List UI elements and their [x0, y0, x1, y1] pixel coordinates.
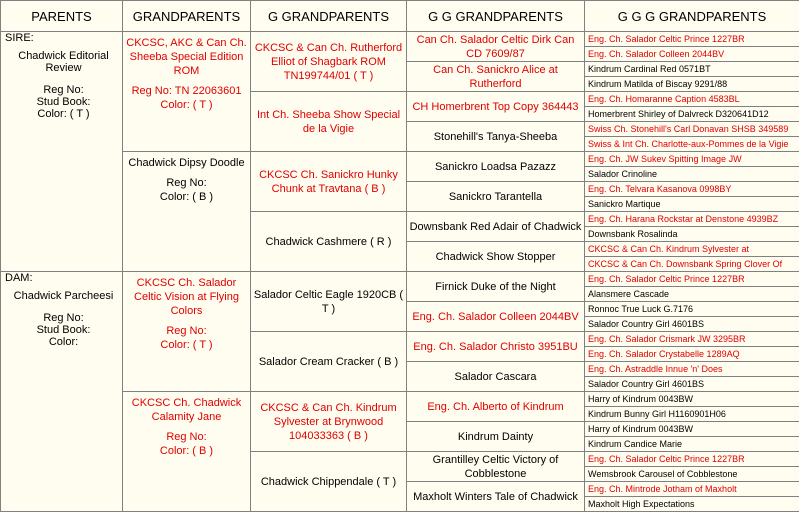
- gg-grandparent-cell[interactable]: Eng. Ch. Alberto of Kindrum: [407, 392, 585, 422]
- g-grandparent-cell[interactable]: Salador Cream Cracker ( B ): [251, 332, 407, 392]
- table-row: [1, 272, 799, 287]
- gg-grandparent-cell[interactable]: Maxholt Winters Tale of Chadwick: [407, 482, 585, 512]
- dam-color: Color:: [5, 336, 122, 348]
- grandparent-color: Color: ( T ): [125, 98, 248, 112]
- dam-reg-no: Reg No:: [5, 312, 122, 324]
- gg-grandparent-cell[interactable]: Eng. Ch. Salador Colleen 2044BV: [407, 302, 585, 332]
- ggg-grandparent-cell[interactable]: Alansmere Cascade: [585, 287, 799, 302]
- gg-grandparent-cell[interactable]: Kindrum Dainty: [407, 422, 585, 452]
- ggg-grandparent-cell[interactable]: Salador Crinoline: [585, 167, 799, 182]
- ggg-grandparent-cell[interactable]: Sanickro Martique: [585, 197, 799, 212]
- ggg-grandparent-cell[interactable]: Homerbrent Shirley of Dalvreck D320641D12: [585, 107, 799, 122]
- gg-grandparent-cell[interactable]: Can Ch. Sanickro Alice at Rutherford: [407, 62, 585, 92]
- gg-grandparent-cell[interactable]: Stonehill's Tanya-Sheeba: [407, 122, 585, 152]
- header-g-grandparents: G GRANDPARENTS: [251, 1, 407, 32]
- ggg-grandparent-cell[interactable]: Kindrum Matilda of Biscay 9291/88: [585, 77, 799, 92]
- gg-grandparent-cell[interactable]: Chadwick Show Stopper: [407, 242, 585, 272]
- g-grandparent-cell[interactable]: CKCSC & Can Ch. Rutherford Elliot of Shagbark ROM TN199744/01 ( T ): [251, 32, 407, 92]
- header-gg-grandparents: G G GRANDPARENTS: [407, 1, 585, 32]
- ggg-grandparent-cell[interactable]: Harry of Kindrum 0043BW: [585, 392, 799, 407]
- header-row: [1, 1, 799, 32]
- table-row: [1, 32, 799, 47]
- grandparent-reg-no: Reg No:: [125, 324, 248, 338]
- ggg-grandparent-cell[interactable]: Kindrum Candice Marie: [585, 437, 799, 452]
- gg-grandparent-cell[interactable]: Salador Cascara: [407, 362, 585, 392]
- ggg-grandparent-cell[interactable]: Eng. Ch. JW Sukev Spitting Image JW: [585, 152, 799, 167]
- ggg-grandparent-cell[interactable]: Eng. Ch. Salador Celtic Prince 1227BR: [585, 272, 799, 287]
- g-grandparent-cell[interactable]: Chadwick Cashmere ( R ): [251, 212, 407, 272]
- grandparent-color: Color: ( B ): [125, 190, 248, 204]
- ggg-grandparent-cell[interactable]: Kindrum Bunny Girl H1160901H06: [585, 407, 799, 422]
- ggg-grandparent-cell[interactable]: Eng. Ch. Salador Colleen 2044BV: [585, 47, 799, 62]
- ggg-grandparent-cell[interactable]: CKCSC & Can Ch. Kindrum Sylvester at: [585, 242, 799, 257]
- sire-color: Color: ( T ): [5, 108, 122, 120]
- gg-grandparent-cell[interactable]: Sanickro Tarantella: [407, 182, 585, 212]
- gg-grandparent-cell[interactable]: CH Homerbrent Top Copy 364443: [407, 92, 585, 122]
- ggg-grandparent-cell[interactable]: Swiss Ch. Stonehill's Carl Donavan SHSB 349589: [585, 122, 799, 137]
- dam-cell: [1, 272, 123, 512]
- grandparent-reg-no: Reg No:: [125, 176, 248, 190]
- sire-name[interactable]: Chadwick Editorial Review: [5, 50, 122, 74]
- ggg-grandparent-cell[interactable]: Eng. Ch. Salador Crismark JW 3295BR: [585, 332, 799, 347]
- sire-stud-book: Stud Book:: [5, 96, 122, 108]
- ggg-grandparent-cell[interactable]: Ronnoc True Luck G.7176: [585, 302, 799, 317]
- ggg-grandparent-cell[interactable]: Eng. Ch. Salador Celtic Prince 1227BR: [585, 452, 799, 467]
- grandparent-name: Chadwick Dipsy Doodle: [125, 156, 248, 170]
- sire-label: SIRE:: [5, 32, 122, 44]
- ggg-grandparent-cell[interactable]: Eng. Ch. Mintrode Jotham of Maxholt: [585, 482, 799, 497]
- ggg-grandparent-cell[interactable]: Eng. Ch. Salador Crystabelle 1289AQ: [585, 347, 799, 362]
- gg-grandparent-cell[interactable]: Eng. Ch. Salador Christo 3951BU: [407, 332, 585, 362]
- grandparent-name: CKCSC Ch. Chadwick Calamity Jane: [125, 396, 248, 424]
- g-grandparent-cell[interactable]: Salador Celtic Eagle 1920CB ( T ): [251, 272, 407, 332]
- ggg-grandparent-cell[interactable]: CKCSC & Can Ch. Downsbank Spring Clover Of: [585, 257, 799, 272]
- ggg-grandparent-cell[interactable]: Maxholt High Expectations: [585, 497, 799, 512]
- ggg-grandparent-cell[interactable]: Wemsbrook Carousel of Cobblestone: [585, 467, 799, 482]
- grandparent-reg-no: Reg No: TN 22063601: [125, 84, 248, 98]
- ggg-grandparent-cell[interactable]: Eng. Ch. Homaranne Caption 4583BL: [585, 92, 799, 107]
- ggg-grandparent-cell[interactable]: Eng. Ch. Telvara Kasanova 0998BY: [585, 182, 799, 197]
- header-parents: PARENTS: [1, 1, 123, 32]
- sire-cell: [1, 32, 123, 272]
- ggg-grandparent-cell[interactable]: Salador Country Girl 4601BS: [585, 377, 799, 392]
- dam-stud-book: Stud Book:: [5, 324, 122, 336]
- gg-grandparent-cell[interactable]: Firnick Duke of the Night: [407, 272, 585, 302]
- grandparent-cell[interactable]: [123, 32, 251, 152]
- header-grandparents: GRANDPARENTS: [123, 1, 251, 32]
- ggg-grandparent-cell[interactable]: Salador Country Girl 4601BS: [585, 317, 799, 332]
- dam-label: DAM:: [5, 272, 122, 284]
- grandparent-cell[interactable]: [123, 272, 251, 392]
- grandparent-name: CKCSC, AKC & Can Ch. Sheeba Special Edition ROM: [125, 36, 248, 78]
- ggg-grandparent-cell[interactable]: Swiss & Int Ch. Charlotte-aux-Pommes de la Vigie: [585, 137, 799, 152]
- g-grandparent-cell[interactable]: CKCSC & Can Ch. Kindrum Sylvester at Brynwood 104033363 ( B ): [251, 392, 407, 452]
- ggg-grandparent-cell[interactable]: Eng. Ch. Astraddle Innue 'n' Does: [585, 362, 799, 377]
- ggg-grandparent-cell[interactable]: Eng. Ch. Salador Celtic Prince 1227BR: [585, 32, 799, 47]
- ggg-grandparent-cell[interactable]: Downsbank Rosalinda: [585, 227, 799, 242]
- g-grandparent-cell[interactable]: CKCSC Ch. Sanickro Hunky Chunk at Travtana ( B ): [251, 152, 407, 212]
- g-grandparent-cell[interactable]: Int Ch. Sheeba Show Special de la Vigie: [251, 92, 407, 152]
- grandparent-cell[interactable]: [123, 152, 251, 272]
- ggg-grandparent-cell[interactable]: Kindrum Cardinal Red 0571BT: [585, 62, 799, 77]
- dam-name[interactable]: Chadwick Parcheesi: [5, 290, 122, 302]
- grandparent-reg-no: Reg No:: [125, 430, 248, 444]
- grandparent-cell[interactable]: [123, 392, 251, 512]
- ggg-grandparent-cell[interactable]: Eng. Ch. Harana Rockstar at Denstone 4939BZ: [585, 212, 799, 227]
- grandparent-name: CKCSC Ch. Salador Celtic Vision at Flying Colors: [125, 276, 248, 318]
- sire-reg-no: Reg No:: [5, 84, 122, 96]
- gg-grandparent-cell[interactable]: Downsbank Red Adair of Chadwick: [407, 212, 585, 242]
- gg-grandparent-cell[interactable]: Can Ch. Salador Celtic Dirk Can CD 7609/87: [407, 32, 585, 62]
- grandparent-color: Color: ( B ): [125, 444, 248, 458]
- gg-grandparent-cell[interactable]: Grantilley Celtic Victory of Cobblestone: [407, 452, 585, 482]
- g-grandparent-cell[interactable]: Chadwick Chippendale ( T ): [251, 452, 407, 512]
- header-ggg-grandparents: G G G GRANDPARENTS: [585, 1, 799, 32]
- grandparent-color: Color: ( T ): [125, 338, 248, 352]
- ggg-grandparent-cell[interactable]: Harry of Kindrum 0043BW: [585, 422, 799, 437]
- gg-grandparent-cell[interactable]: Sanickro Loadsa Pazazz: [407, 152, 585, 182]
